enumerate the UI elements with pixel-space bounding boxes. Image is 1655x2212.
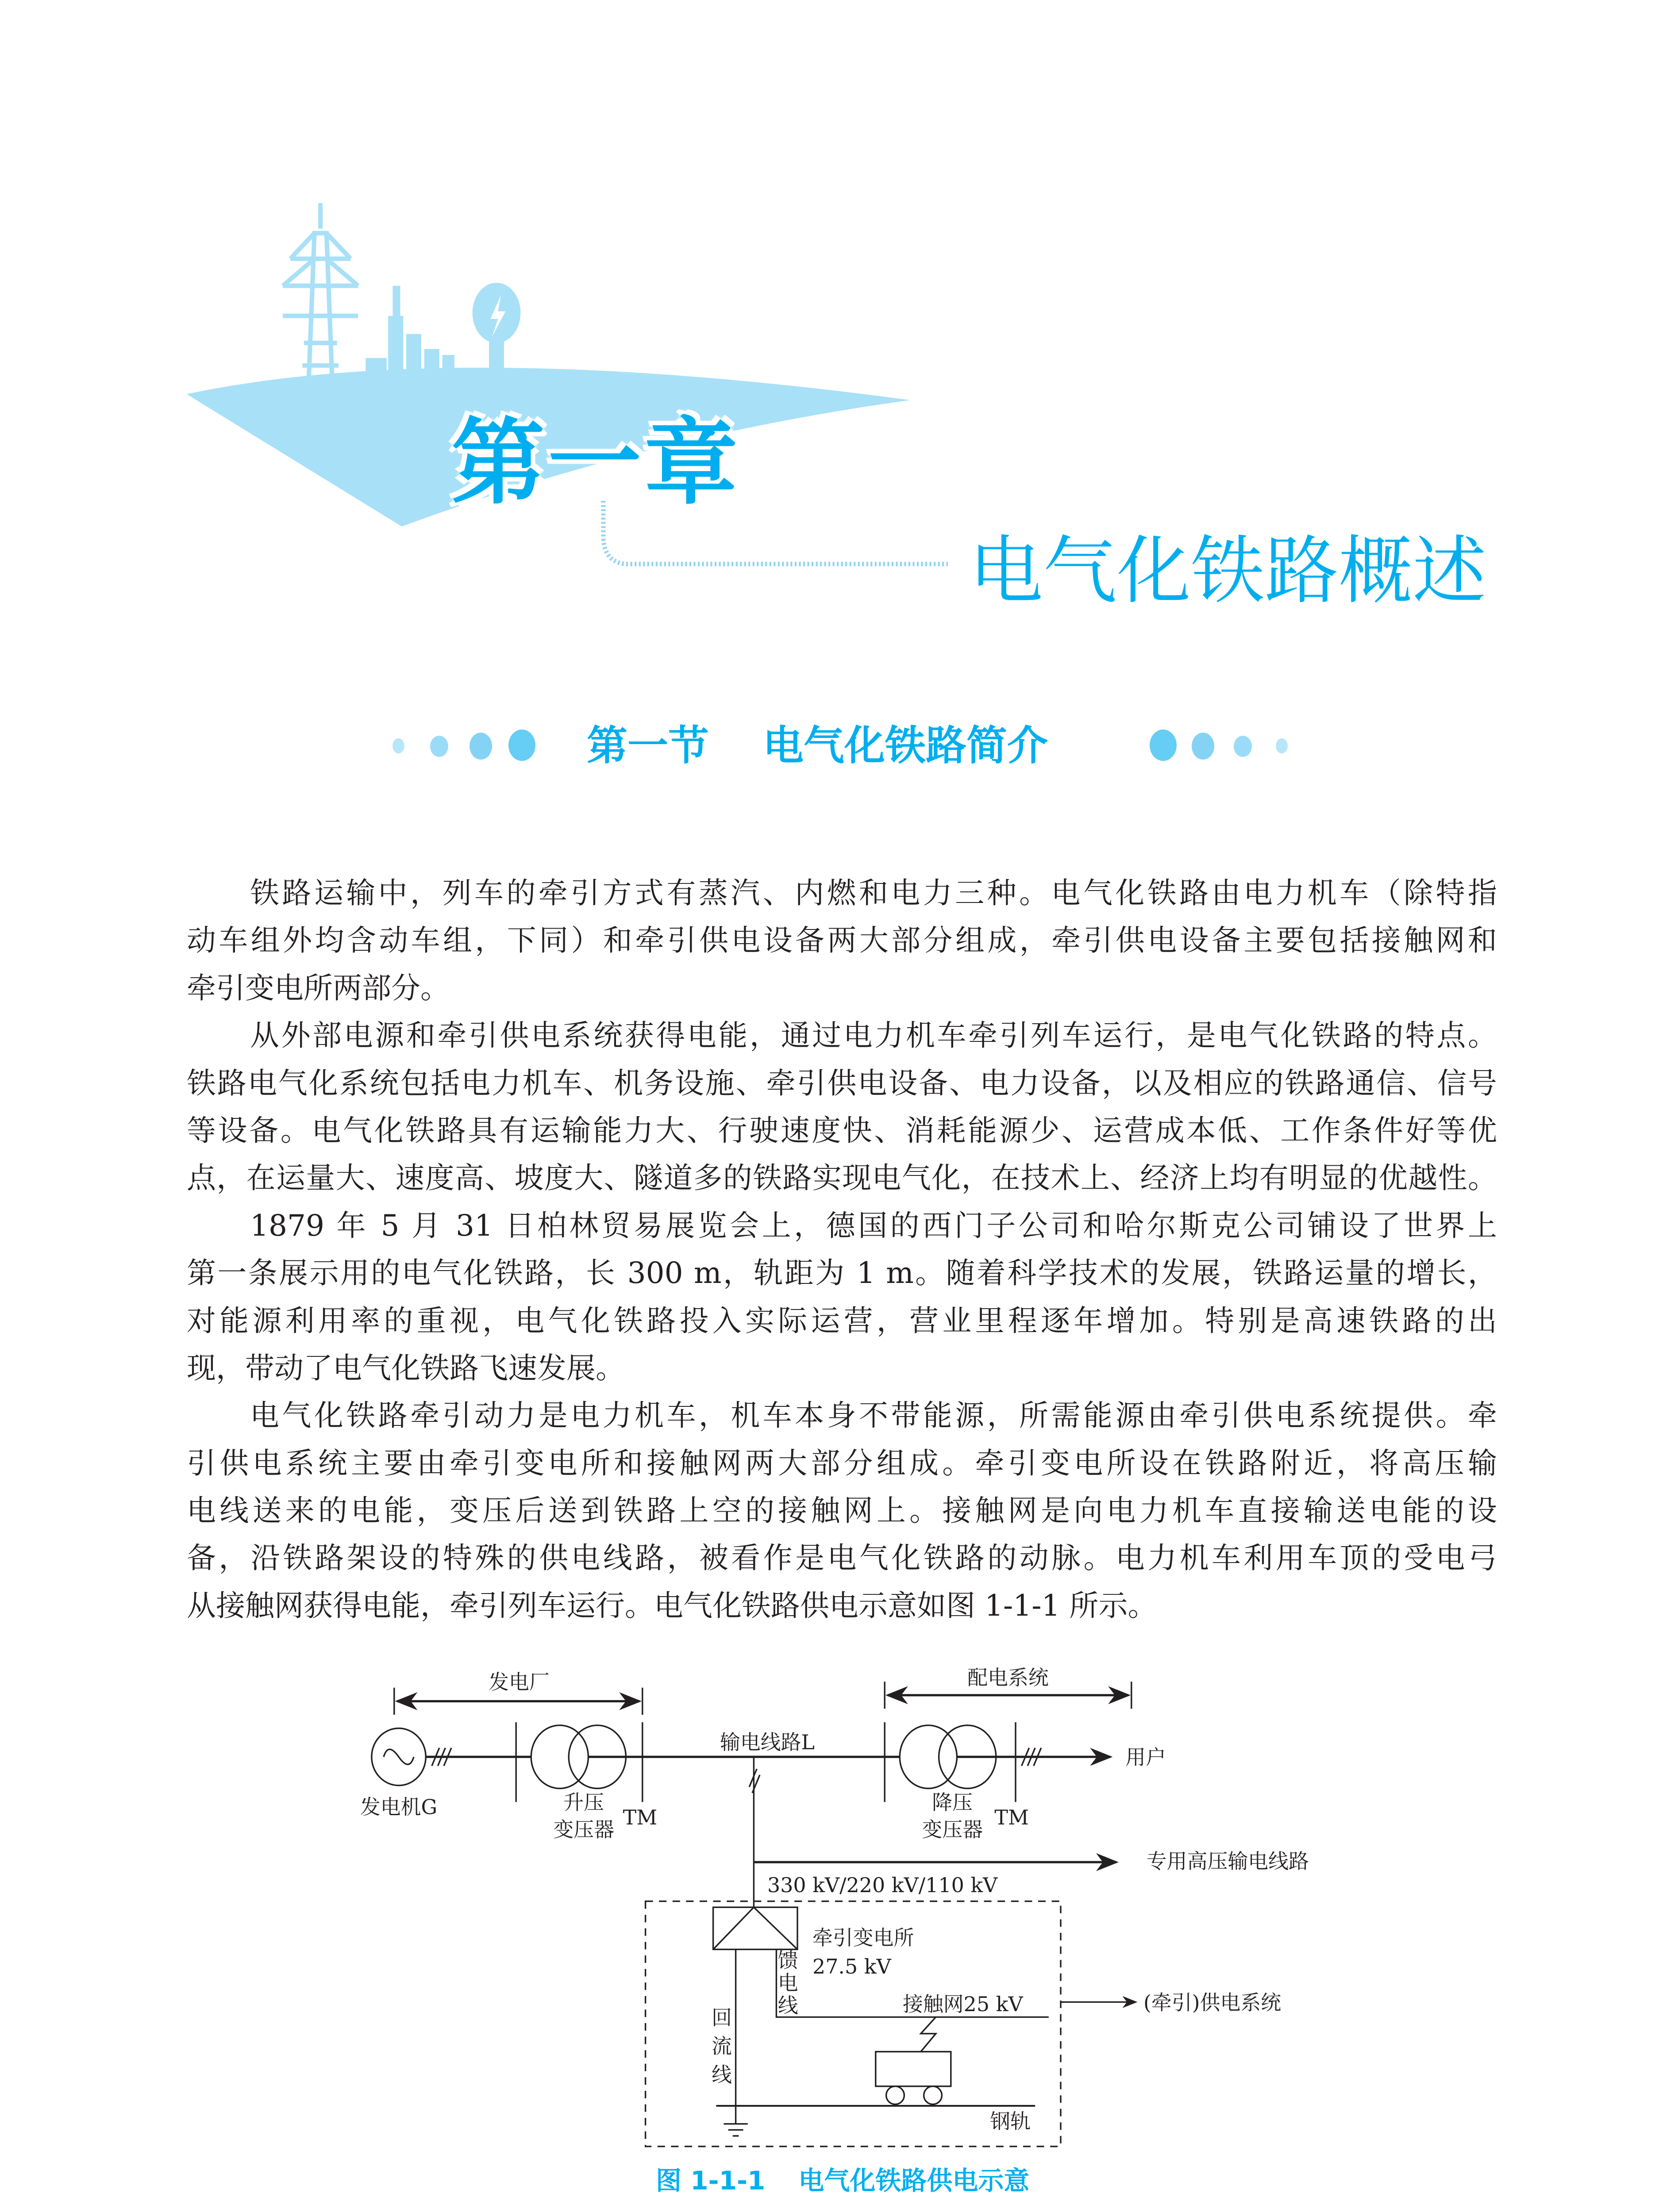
text-line: 从外部电源和牵引供电系统获得电能，通过电力机车牵引列车运行，是电气化铁路的特点。 bbox=[250, 1018, 1497, 1053]
text-line: 从接触网获得电能，牵引列车运行。电气化铁路供电示意如图 1-1-1 所示。 bbox=[187, 1588, 1157, 1623]
text-line: 动车组外均含动车组，下同）和牵引供电设备两大部分组成，牵引供电设备主要包括接触网和 bbox=[187, 923, 1497, 958]
section-heading bbox=[587, 713, 1048, 772]
label-transmission-line: 输电线路L bbox=[720, 1730, 815, 1755]
label-step-up-2: 变压器 bbox=[553, 1817, 615, 1842]
decor-dot bbox=[1234, 736, 1252, 757]
label-feeder: 线 bbox=[777, 1993, 798, 2018]
ground-icon bbox=[724, 2124, 747, 2136]
label-substation-voltage: 27.5 kV bbox=[812, 1954, 891, 1978]
text-line: 电线送来的电能，变压后送到铁路上空的接触网上。接触网是向电力机车直接输送电能的设 bbox=[187, 1494, 1497, 1528]
label-rail: 钢轨 bbox=[990, 2109, 1031, 2133]
step-up-transformer-icon bbox=[516, 1722, 643, 1802]
text-line: 引供电系统主要由牵引变电所和接触网两大部分组成。牵引变电所设在铁路附近，将高压输 bbox=[187, 1446, 1497, 1480]
decor-dot bbox=[508, 730, 535, 761]
text-line: 1879 年 5 月 31 日柏林贸易展览会上，德国的西门子公司和哈尔斯克公司铺设了世界上 bbox=[250, 1208, 1497, 1243]
decor-dot bbox=[430, 736, 448, 757]
locomotive-icon bbox=[876, 2052, 951, 2086]
traction-substation-icon bbox=[713, 1907, 797, 1949]
chapter-number: 第一章 bbox=[451, 408, 741, 517]
text-line: 点，在运量大、速度高、坡度大、隧道多的铁路实现电气化，在技术上、经济上均有明显的优越性。 bbox=[187, 1161, 1497, 1195]
label-return-line: 流 bbox=[712, 2034, 732, 2058]
caption-number: 图 1-1-1 bbox=[656, 2166, 766, 2196]
generator-icon bbox=[372, 1728, 426, 1786]
power-tower-icon bbox=[283, 203, 358, 388]
figure-caption bbox=[656, 2160, 1029, 2197]
decor-dot bbox=[1276, 738, 1288, 753]
label-dedicated-line: 专用高压输电线路 bbox=[1146, 1849, 1309, 1873]
text-line: 牵引变电所两部分。 bbox=[187, 971, 450, 1005]
label-return-line: 回 bbox=[712, 2005, 732, 2030]
power-supply-diagram bbox=[331, 1655, 1354, 2166]
chapter-title: 电气化铁路概述 bbox=[969, 528, 1487, 614]
label-substation: 牵引变电所 bbox=[812, 1926, 914, 1950]
label-generator: 发电机G bbox=[360, 1795, 438, 1819]
label-feeder: 馈 bbox=[777, 1948, 798, 1973]
text-line: 备，沿铁路架设的特殊的供电线路，被看作是电气化铁路的动脉。电力机车利用车顶的受电弓 bbox=[187, 1541, 1497, 1575]
body-text bbox=[187, 869, 1497, 1629]
text-line: 等设备。电气化铁路具有运输能力大、行驶速度快、消耗能源少、运营成本低、工作条件好等优 bbox=[187, 1113, 1497, 1148]
text-line: 现，带动了电气化铁路飞速发展。 bbox=[187, 1351, 625, 1385]
text-line: 铁路运输中，列车的牵引方式有蒸汽、内燃和电力三种。电气化铁路由电力机车（除特指 bbox=[250, 876, 1497, 910]
text-line: 铁路电气化系统包括电力机车、机务设施、牵引供电设备、电力设备，以及相应的铁路通信、信号 bbox=[187, 1066, 1497, 1100]
label-tm: TM bbox=[994, 1805, 1029, 1830]
label-user: 用户 bbox=[1125, 1745, 1166, 1770]
label-power-plant: 发电厂 bbox=[489, 1670, 550, 1694]
decor-dot bbox=[393, 738, 404, 753]
pantograph-icon bbox=[921, 2017, 936, 2051]
label-feeder: 电 bbox=[777, 1971, 798, 1995]
text-line: 电气化铁路牵引动力是电力机车，机车本身不带能源，所需能源由牵引供电系统提供。牵 bbox=[250, 1398, 1497, 1433]
label-voltages: 330 kV/220 kV/110 kV bbox=[767, 1873, 998, 1897]
label-return-line: 线 bbox=[712, 2062, 732, 2087]
label-step-up: 升压 bbox=[563, 1790, 604, 1815]
step-down-transformer-icon bbox=[885, 1722, 1016, 1802]
label-tm: TM bbox=[623, 1805, 658, 1830]
wheel-icon bbox=[886, 2086, 904, 2104]
text-line: 第一条展示用的电气化铁路，长 300 m，轨距为 1 m。随着科学技术的发展，铁路运量的增长， bbox=[187, 1256, 1497, 1290]
decor-dot bbox=[1192, 733, 1214, 760]
section-number: 第一节 bbox=[587, 722, 709, 769]
label-traction-supply: (牵引)供电系统 bbox=[1143, 1990, 1282, 2015]
light-bulb-icon bbox=[473, 283, 521, 382]
label-catenary: 接触网25 kV bbox=[902, 1992, 1023, 2016]
decor-dot bbox=[1150, 730, 1177, 761]
decor-dot bbox=[470, 733, 492, 760]
label-step-down: 降压 bbox=[932, 1790, 973, 1815]
text-line: 对能源利用率的重视，电气化铁路投入实际运营，营业里程逐年增加。特别是高速铁路的出 bbox=[187, 1303, 1497, 1338]
label-step-down-2: 变压器 bbox=[922, 1817, 983, 1842]
section-title: 电气化铁路简介 bbox=[763, 722, 1048, 769]
caption-title: 电气化铁路供电示意 bbox=[798, 2166, 1030, 2196]
label-distribution: 配电系统 bbox=[967, 1666, 1049, 1690]
wheel-icon bbox=[924, 2086, 942, 2104]
